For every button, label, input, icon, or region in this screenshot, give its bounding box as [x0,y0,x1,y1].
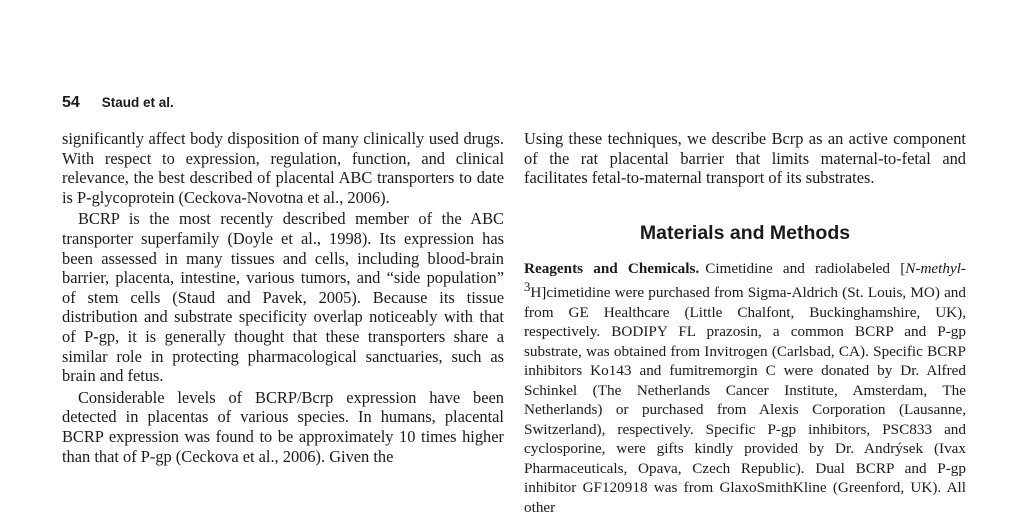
paragraph-reagents [524,259,966,516]
subsection-heading-reagents: Reagents and Chemicals. [524,259,700,277]
paragraph-bcrp-intro: BCRP is the most recently described member of the ABC transporter superfamily (Doyle et al., 1998). Its expression has been assessed in many tissues and cells, including blood-brain barrier, placenta, intestine, various tumors, and “side population” of stem cells (Staud and Pavek, 2005). Because its tissue distribution and substrate specificity overlap noticeably with that of P-gp, it is generally thought that these transporters share a similar role in protecting pharmacological sanctuaries, such as brain and fetus. [62,209,504,386]
left-column [62,129,504,482]
right-column [524,129,966,516]
paragraph-continuation: significantly affect body disposition of many clinically used drugs. With respect to expression, regulation, function, and clinical relevance, the best described of placental ABC transporters to date is P-glycoprotein (Ceckova-Novotna et al., 2006). [62,129,504,207]
page-number: 54 [62,94,80,111]
reagents-superscript: 3 [524,280,531,295]
running-author: Staud et al. [101,95,174,110]
reagents-text-rest: H]cimetidine were purchased from Sigma-Aldrich (St. Louis, MO) and from GE Healthcare (Little Chalfont, Buckinghamshire, UK), respectively. BODIPY FL prazosin, a common BCRP and P-gp substrate, was obtained from Invitrogen (Carlsbad, CA). Specific BCRP inhibitors Ko143 and fumitremorgin C were donated by Dr. Alfred Schinkel (The Netherlands Cancer Institute, Amsterdam, The Netherlands) or purchased from Alexis Corporation (Lausanne, Switzerland), respectively. Specific P-gp inhibitors, PSC833 and cyclosporine, were gifts kindly provided by Dr. Andrýsek (Ivax Pharmaceuticals, Opava, Czech Republic). Dual BCRP and P-gp inhibitor GF120918 was from GlaxoSmithKline (Greenford, UK). All other [524,284,966,516]
paragraph-bcrp-expression: Considerable levels of BCRP/Bcrp expression have been detected in placentas of various species. In humans, placental BCRP expression was found to be approximately 10 times higher than that of P-gp (Ceckova et al., 2006). Given the [62,387,504,466]
paragraph-techniques: Using these techniques, we describe Bcrp as an active component of the rat placental barrier that limits maternal-to-fetal and facilitates fetal-to-maternal transport of its substrates. [524,129,966,188]
section-heading-materials-methods: Materials and Methods [639,221,851,244]
reagents-text-start: Cimetidine and radiolabeled [ [705,259,906,277]
running-head [62,94,174,112]
reagents-italic-methyl: N-methyl- [905,259,966,277]
